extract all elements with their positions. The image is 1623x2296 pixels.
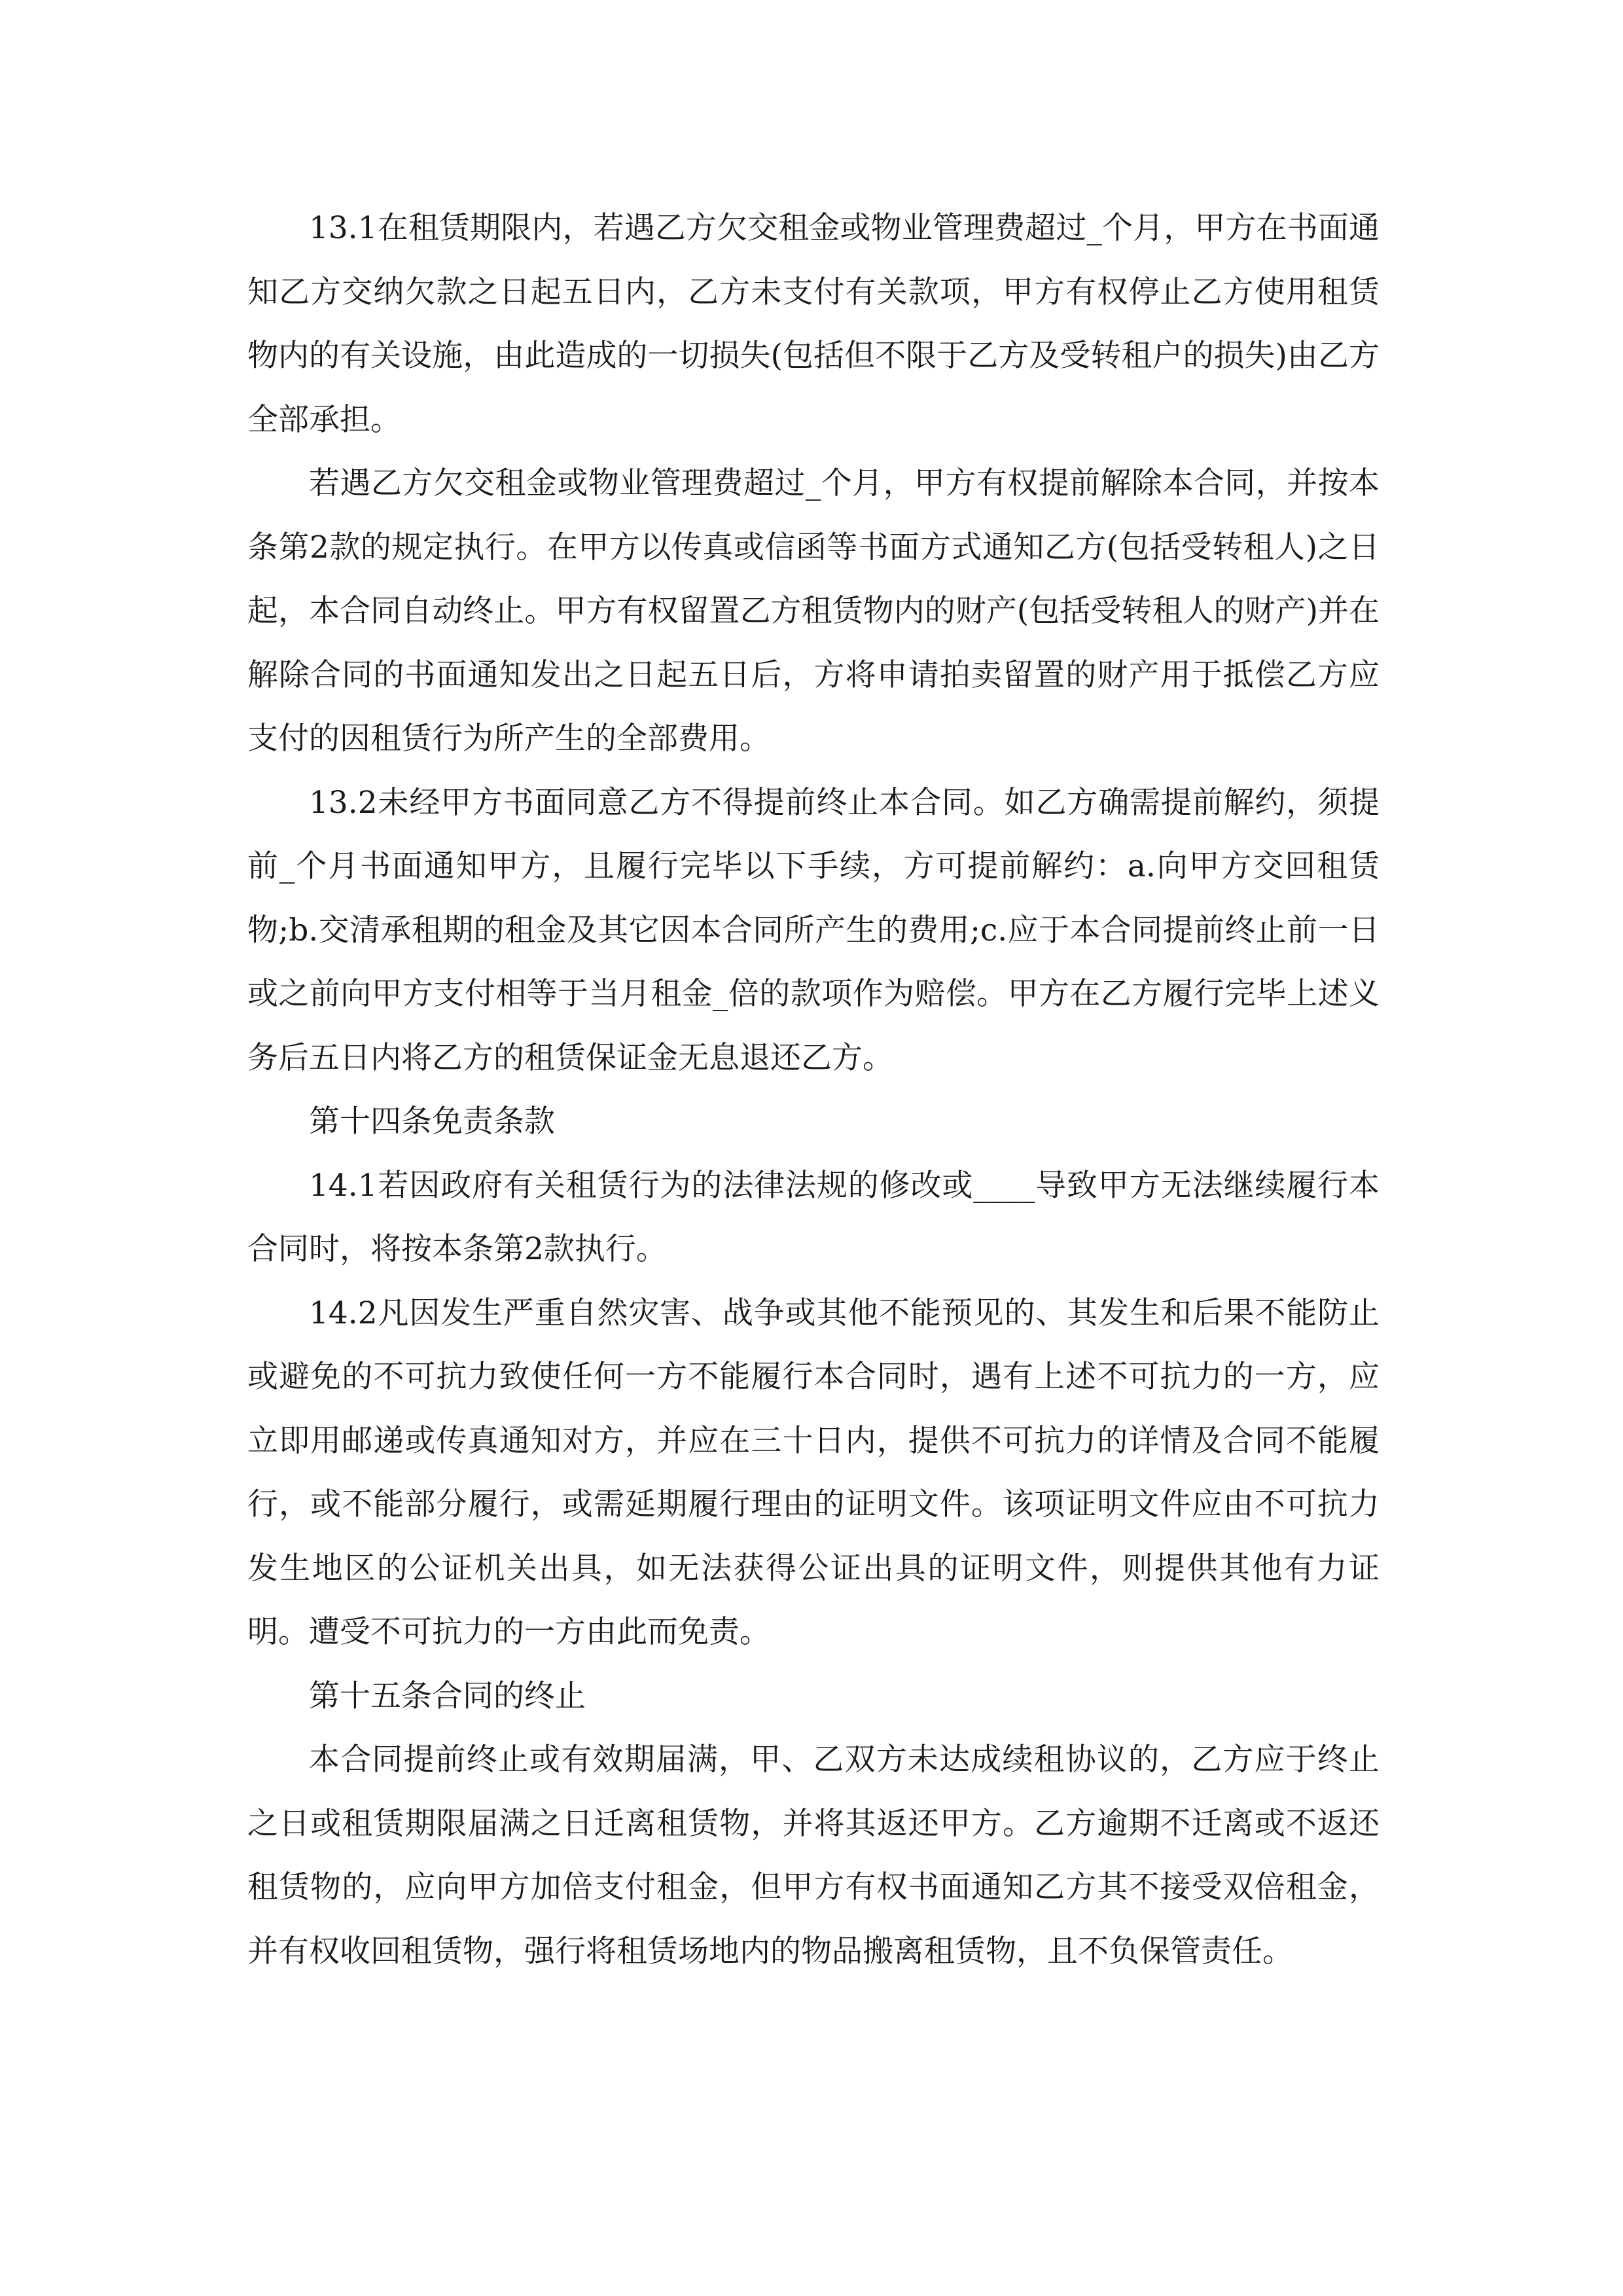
clause-14-1-paragraph: 14.1若因政府有关租赁行为的法律法规的修改或____导致甲方无法继续履行本合同时，将按本条第2款执行。 <box>247 1167 1380 1267</box>
article-14-heading: 第十四条免责条款 <box>309 1103 555 1139</box>
article-15-heading: 第十五条合同的终止 <box>309 1677 586 1714</box>
article-15-paragraph: 本合同提前终止或有效期届满，甲、乙双方未达成续租协议的，乙方应于终止之日或租赁期限届满之日迁离租赁物，并将其返还甲方。乙方逾期不迁离或不返还租赁物的，应向甲方加倍支付租金，但甲方有权书面通知乙方其不接受双倍租金，并有权收回租赁物，强行将租赁场地内的物品搬离租赁物，且不负保管责任。 <box>247 1742 1380 1969</box>
document-body <box>247 196 1380 1983</box>
clause-13-1-termination-paragraph: 若遇乙方欠交租金或物业管理费超过_个月，甲方有权提前解除本合同，并按本条第2款的规定执行。在甲方以传真或信函等书面方式通知乙方(包括受转租人)之日起，本合同自动终止。甲方有权留置乙方租赁物内的财产(包括受转租人的财产)并在解除合同的书面通知发出之日起五日后，方将申请拍卖留置的财产用于抵偿乙方应支付的因租赁行为所产生的全部费用。 <box>247 465 1380 757</box>
clause-13-1-paragraph: 13.1在租赁期限内，若遇乙方欠交租金或物业管理费超过_个月，甲方在书面通知乙方交纳欠款之日起五日内，乙方未支付有关款项，甲方有权停止乙方使用租赁物内的有关设施，由此造成的一切损失(包括但不限于乙方及受转租户的损失)由乙方全部承担。 <box>247 210 1380 438</box>
clause-14-2-paragraph: 14.2凡因发生严重自然灾害、战争或其他不能预见的、其发生和后果不能防止或避免的不可抗力致使任何一方不能履行本合同时，遇有上述不可抗力的一方，应立即用邮递或传真通知对方，并应在三十日内，提供不可抗力的详情及合同不能履行，或不能部分履行，或需延期履行理由的证明文件。该项证明文件应由不可抗力发生地区的公证机关出具，如无法获得公证出具的证明文件，则提供其他有力证明。遭受不可抗力的一方由此而免责。 <box>247 1295 1380 1650</box>
clause-13-2-paragraph: 13.2未经甲方书面同意乙方不得提前终止本合同。如乙方确需提前解约，须提前_个月书面通知甲方，且履行完毕以下手续，方可提前解约：a.向甲方交回租赁物;b.交清承租期的租金及其它因本合同所产生的费用;c.应于本合同提前终止前一日或之前向甲方支付相等于当月租金_倍的款项作为赔偿。甲方在乙方履行完毕上述义务后五日内将乙方的租赁保证金无息退还乙方。 <box>247 784 1380 1076</box>
